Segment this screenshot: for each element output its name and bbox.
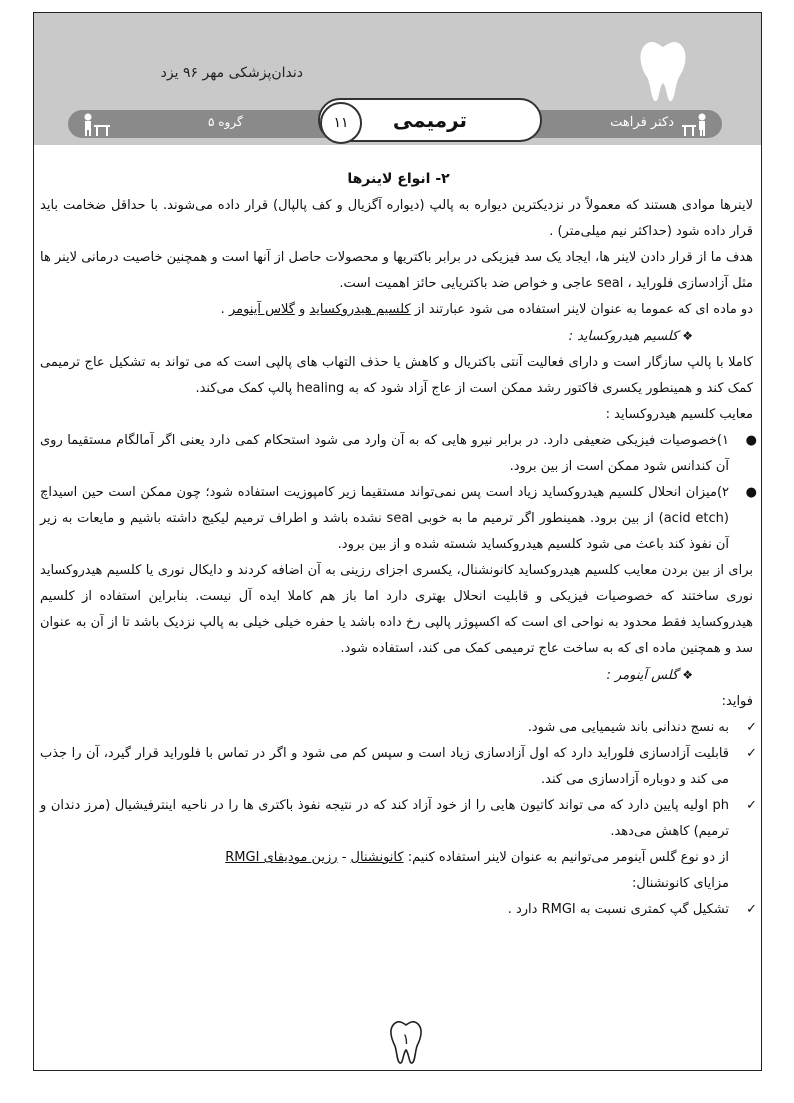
intro-paragraph-2: هدف ما از قرار دادن لاینر ها، ایجاد یک سد فیزیکی در برابر باکتریها و محصولات حاصل از آنها است و همچنین خاصیت درمانی لاینر ها مثل آزادسازی فلوراید ، seal عاجی و خواص ضد باکتریایی حائز اهمیت است. — [40, 250, 753, 291]
lecturer-at-desk-icon — [680, 112, 714, 136]
types-separator: - — [337, 850, 351, 865]
glass-ionomer-types-line — [40, 845, 757, 871]
type-conventional: کانونشنال — [350, 850, 404, 865]
advantage-2-text: قابلیت آزادسازی فلوراید دارد که اول آزادسازی زیاد است و سپس کم می شود و اگر در تماس با فلوراید قرار گیرد، آن را جذب می کند و دوباره آزادسازی می کند. — [40, 746, 729, 787]
tooth-icon — [635, 39, 691, 103]
glass-ionomer-types-text: از دو نوع گلس آینومر می‌توانیم به عنوان لاینر استفاده کنیم: — [407, 850, 729, 865]
conventional-advantages-title: مزایای کانونشنال: — [631, 876, 729, 891]
conventional-advantage-1-text: تشکیل گپ کمتری نسبت به RMGI دارد . — [507, 902, 729, 917]
list-item — [40, 793, 757, 845]
check-mark-icon: ✓ — [746, 720, 757, 735]
header-band — [34, 13, 761, 145]
type-rmgi: رزین مودیفای RMGI — [225, 850, 338, 865]
calcium-hydroxide-fix-paragraph: برای از بین بردن معایب کلسیم هیدروکساید کانونشنال، یکسری اجزای رزینی به آن اضافه کردند و دایکال نوری یا کلسیم هیدروکساید نوری ساختند که خصوصیات فیزیکی و قابلیت انحلال بهتری دارد اما باز هم کاملا ایده آل نیست. بنابراین استفاده از کلسیم هیدروکساید فقط محدود به نواحی ای است که اکسپوژر پالپی رخ داده باشد یا حفره خیلی خیلی به پالپ نزدیک باشد تا از آن به عنوان سد و همچنین ماده ای که به ساخت عاج ترمیمی کمک می کند، استفاده شود. — [40, 563, 753, 656]
list-item — [40, 741, 757, 793]
title-bar — [68, 110, 722, 138]
student-at-desk-icon — [78, 112, 112, 136]
calcium-hydroxide-disadvantages-title: معایب کلسیم هیدروکساید : — [605, 407, 753, 422]
diamond-bullet-icon: ❖ — [682, 329, 693, 343]
page — [33, 12, 762, 1071]
advantage-1-text: به نسج دندانی باند شیمیایی می شود. — [527, 720, 729, 735]
calcium-hydroxide-paragraph: کاملا با پالپ سازگار است و دارای فعالیت آنتی باکتریال و کاهش یا حذف التهاب های پالپی است که می تواند به تشکیل عاج ترمیمی کمک کند و همینطور یکسری فاکتور رشد ممکن است از عاج آزاد شود که به healing پالپ کمک می‌کند. — [40, 355, 753, 396]
list-item — [40, 715, 757, 741]
glass-ionomer-title-text: گلس آینومر : — [606, 668, 679, 683]
check-mark-icon: ✓ — [746, 746, 757, 761]
disadvantage-1-text: ۱)خصوصیات فیزیکی ضعیفی دارد. در برابر نیرو هایی که به آن وارد می شود استحکام کمی دارد یعنی اگر آمالگام مستقیما روی آن کندانس شود ممکن است از بین برود. — [40, 433, 729, 474]
intro-paragraph-1: لاینرها موادی هستند که معمولاً در نزدیکترین دیواره به پالپ (دیواره آگزیال و کف پالپال) قرار داده می‌شوند. با حداقل ضخامت باید قرار داده شود (حداکثر نیم میلی‌متر) . — [40, 198, 753, 239]
page-number-tooth — [386, 1020, 426, 1064]
calcium-hydroxide-title-text: کلسیم هیدروکساید : — [568, 329, 679, 344]
round-bullet-icon: ● — [745, 433, 757, 448]
glass-ionomer-title — [34, 662, 693, 689]
diamond-bullet-icon: ❖ — [682, 668, 693, 682]
lecturer-name: دکتر فراهت — [610, 115, 674, 130]
material-calcium-hydroxide: کلسیم هیدروکساید — [309, 302, 411, 317]
main-content — [34, 171, 762, 923]
two-materials-joiner: و — [299, 302, 306, 317]
list-item — [40, 428, 757, 480]
session-number: ۱۱ — [320, 102, 362, 144]
material-glass-ionomer: گلاس آینومر — [228, 302, 295, 317]
glass-ionomer-advantages-title: فواید: — [721, 694, 753, 709]
list-item — [40, 480, 757, 558]
page-title: ترمیمی — [318, 98, 542, 142]
check-mark-icon: ✓ — [746, 798, 757, 813]
round-bullet-icon: ● — [745, 485, 757, 500]
two-materials-line — [40, 297, 757, 323]
check-mark-icon: ✓ — [746, 902, 757, 917]
advantage-3-text: ph اولیه پایین دارد که می تواند کاتیون هایی را از خود آزاد کند که در نتیجه نفوذ باکتری ها را در ناحیه اینترفیشیال (مرز دندان و ترمیم) کاهش می‌دهد. — [40, 798, 729, 839]
two-materials-end: . — [220, 302, 225, 317]
disadvantage-2-text: ۲)میزان انحلال کلسیم هیدروکساید زیاد است پس نمی‌تواند مستقیما زیر کامپوزیت استفاده شود؛ چون ممکن است حین اسیداچ (acid etch) از بین برود. همینطور اگر ترمیم ما به خوبی seal نشده باشد و اطراف ترمیم لیکیج داشته باشیم و مایعات به زیر آن نفوذ کند باعث می شود کلسیم هیدروکساید شسته شده و از بین برود. — [40, 485, 729, 552]
calcium-hydroxide-title — [34, 323, 693, 350]
page-number: ۱ — [401, 1030, 411, 1048]
list-item — [40, 897, 757, 923]
course-line: دندان‌پزشکی مهر ۹۶ یزد — [160, 65, 303, 81]
group-label: گروه ۵ — [208, 115, 243, 129]
section-heading: ۲- انواع لاینرها — [347, 171, 450, 187]
two-materials-text: دو ماده ای که عموما به عنوان لاینر استفاده می شود عبارتند از — [414, 302, 753, 317]
